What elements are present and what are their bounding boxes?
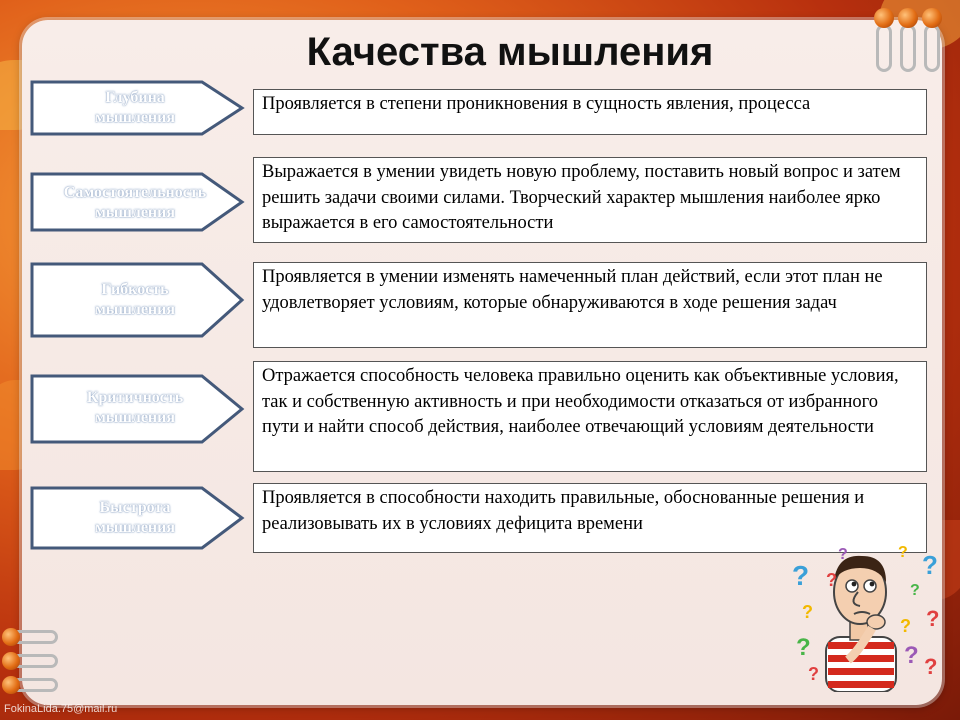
question-mark-icon: ? xyxy=(904,642,919,669)
question-mark-icon: ? xyxy=(796,634,811,661)
page-title: Качества мышления xyxy=(306,30,714,74)
quality-label-line2: мышления xyxy=(94,204,176,221)
quality-description-speed: Проявляется в способности находить правильные, обоснованные решения и реализовывать их в условиях дефицита времени xyxy=(253,483,927,553)
quality-description-depth: Проявляется в степени проникновения в сущность явления, процесса xyxy=(253,89,927,135)
quality-description-criticality: Отражается способность человека правильно оценить как объективные условия, так и собственную активность и при необходимости отказаться от избранного пути и найти способ действия, наиболее отвечающий условиям деятельности xyxy=(253,361,927,472)
question-mark-icon: ? xyxy=(838,546,848,563)
quality-label-line1: Критичность xyxy=(86,389,184,406)
question-mark-icon: ? xyxy=(926,606,940,631)
quality-label-line1: Самостоятельность xyxy=(63,184,207,201)
question-mark-icon: ? xyxy=(924,654,938,679)
quality-label-line2: мышления xyxy=(94,109,176,126)
quality-label-line1: Глубина xyxy=(105,89,165,106)
thinking-man-illustration xyxy=(788,542,948,692)
watermark-email: FokinaLida.75@mail.ru xyxy=(4,703,118,715)
quality-label-speed xyxy=(30,486,250,542)
paperclips-bottom-left xyxy=(0,626,62,696)
question-mark-icon: ? xyxy=(826,570,837,590)
quality-description-independence: Выражается в умении увидеть новую проблему, поставить новый вопрос и затем решить задачи своими силами. Творческий характер мышления наиболее ярко выражается в его самостоятельности xyxy=(253,157,927,243)
question-mark-icon: ? xyxy=(900,616,911,636)
quality-label-line2: мышления xyxy=(94,519,176,536)
question-mark-icon: ? xyxy=(922,550,938,580)
quality-label-criticality xyxy=(30,374,250,430)
quality-label-line2: мышления xyxy=(94,301,176,318)
quality-label-line1: Быстрота xyxy=(99,499,171,516)
quality-label-flexibility xyxy=(30,262,250,318)
question-mark-icon: ? xyxy=(898,544,908,561)
quality-description-flexibility: Проявляется в умении изменять намеченный план действий, если этот план не удовлетворяет условиям, которые обнаруживаются в ходе решения задач xyxy=(253,262,927,348)
question-mark-icon: ? xyxy=(792,560,810,591)
question-mark-icon: ? xyxy=(802,602,813,622)
quality-label-depth xyxy=(30,80,250,136)
question-mark-icon: ? xyxy=(808,664,819,684)
quality-label-line2: мышления xyxy=(94,409,176,426)
quality-label-independence xyxy=(30,172,250,228)
quality-label-line1: Гибкость xyxy=(101,281,169,298)
question-mark-icon: ? xyxy=(910,582,920,599)
